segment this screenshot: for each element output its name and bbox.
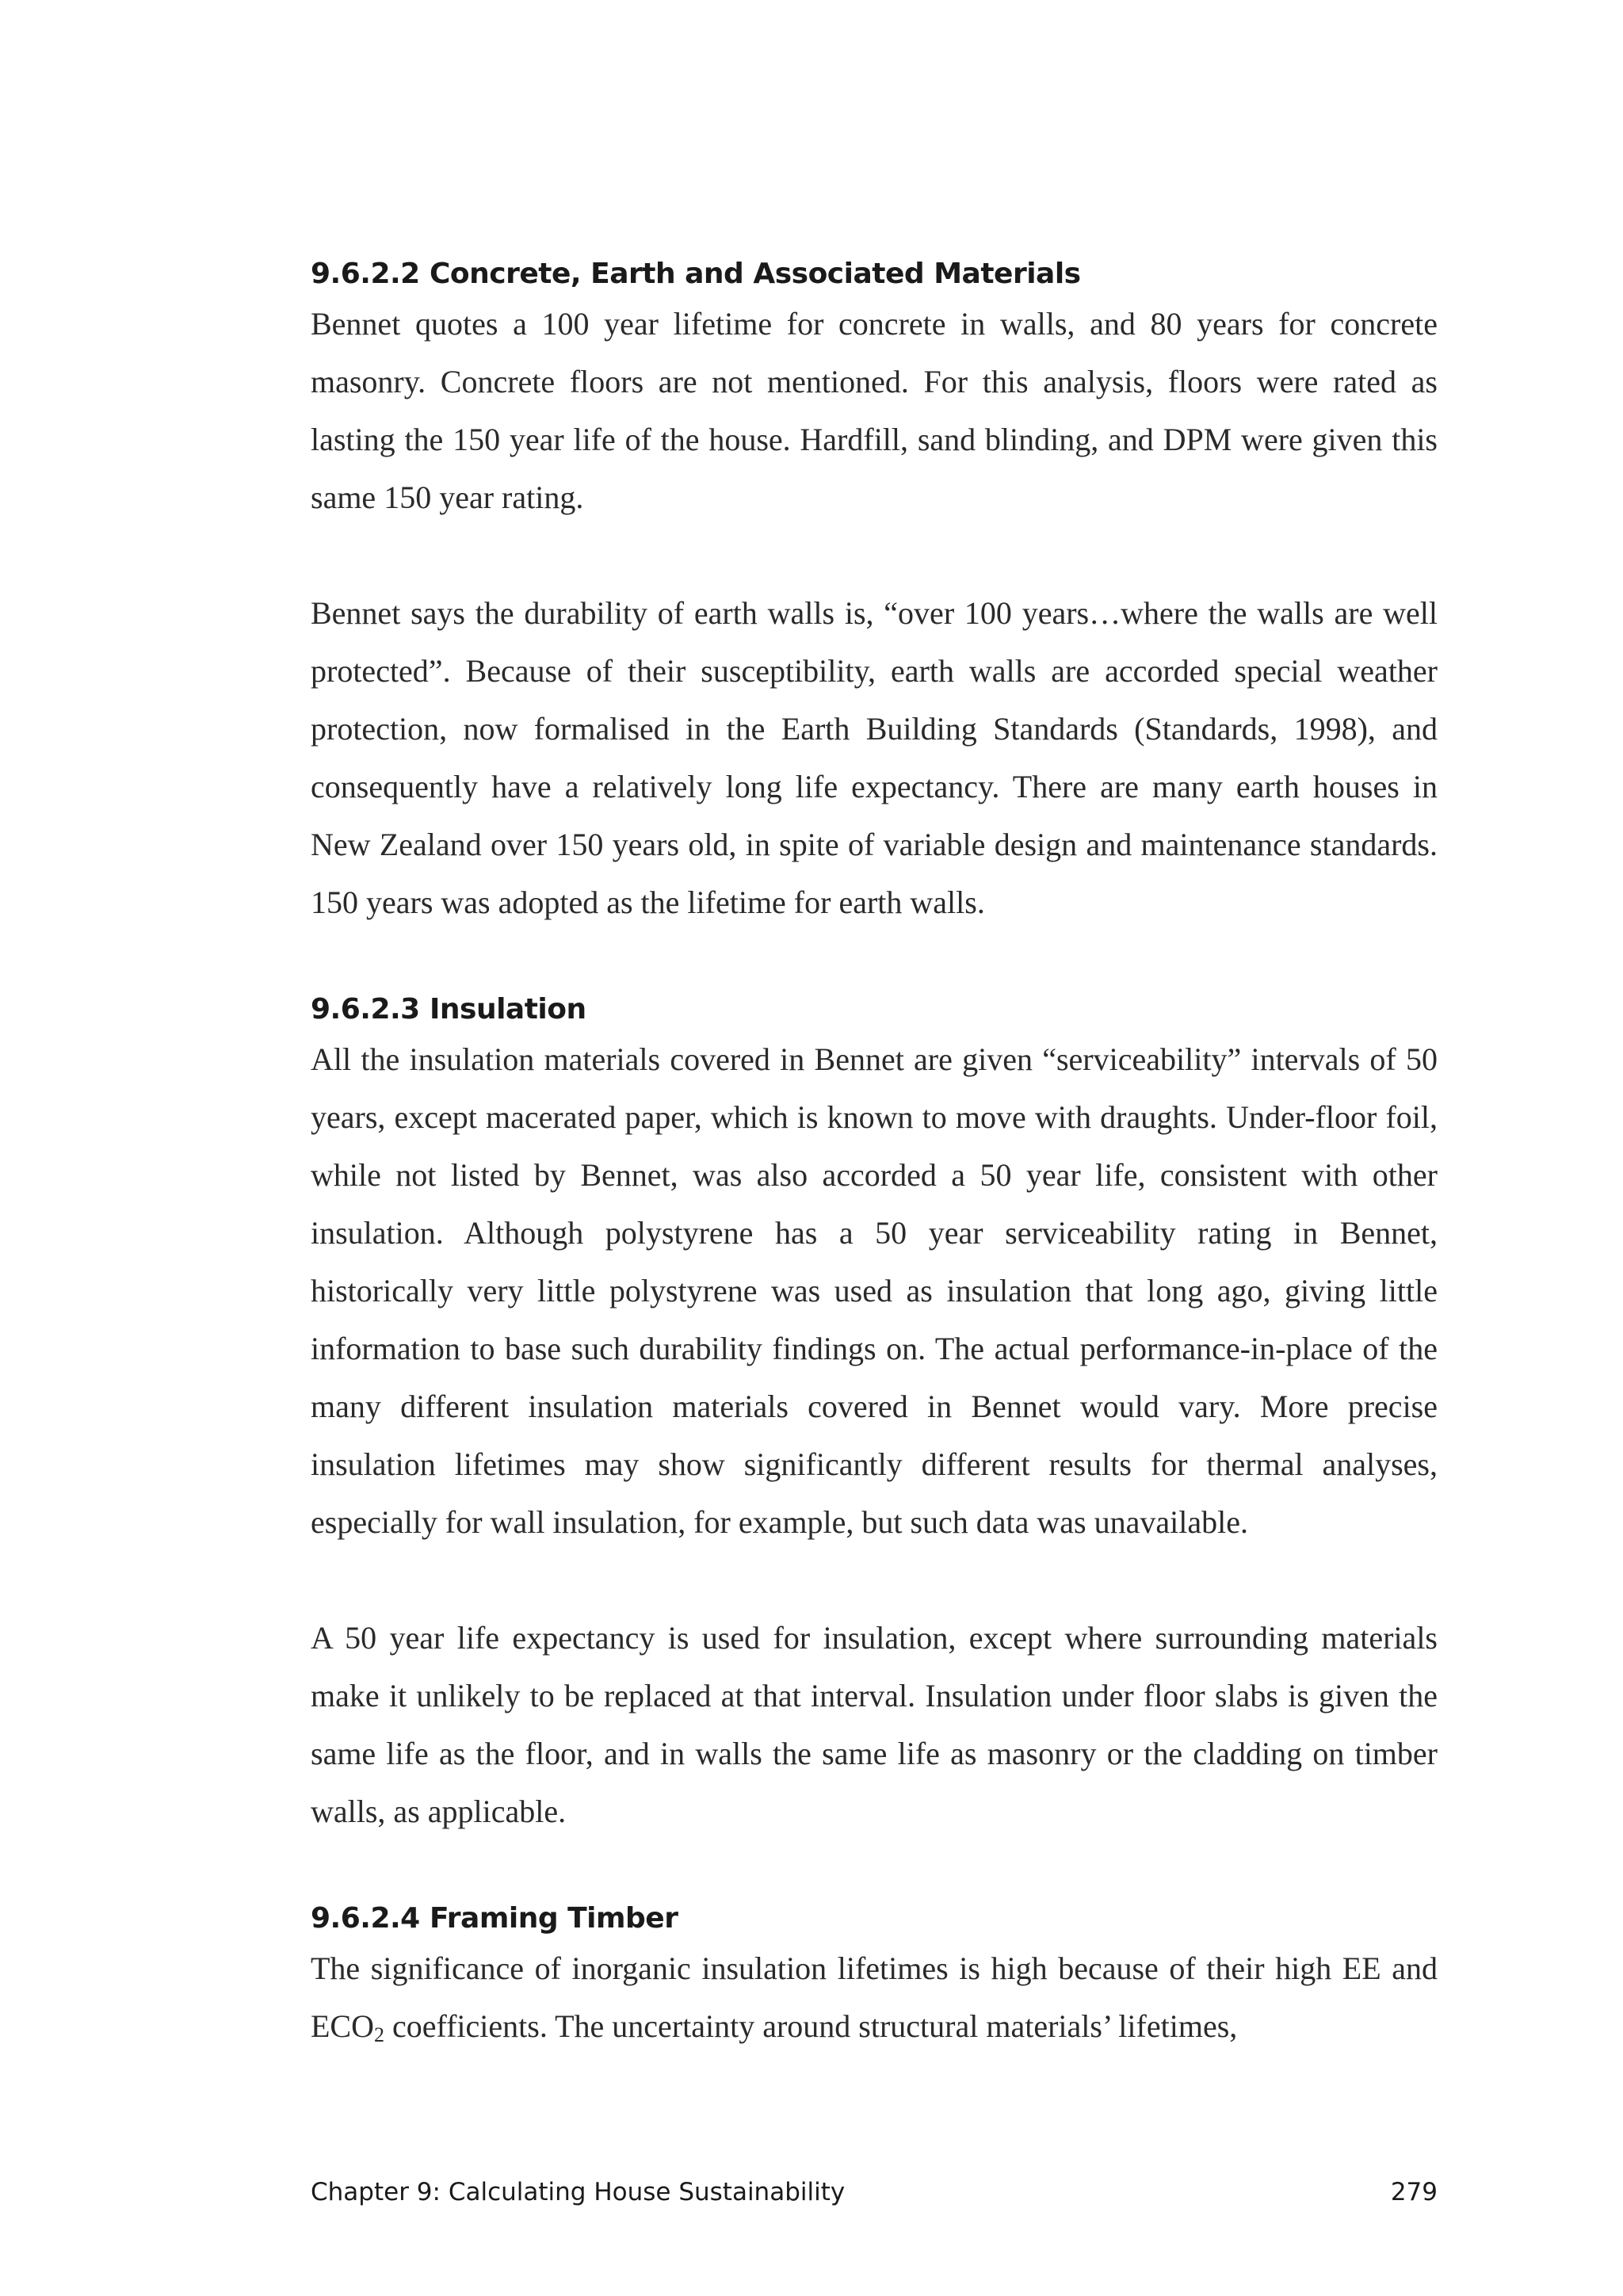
section-number: 9.6.2.3 — [311, 993, 420, 1026]
footer-page-number: 279 — [1390, 2178, 1438, 2206]
section-gap — [311, 931, 1438, 989]
section-title: Framing Timber — [430, 1902, 678, 1935]
paragraph-gap — [311, 526, 1438, 584]
subscript-two: 2 — [374, 2023, 384, 2046]
section-heading-concrete — [311, 254, 1438, 295]
paragraph-insulation-life-expectancy: A 50 year life expectancy is used for insulation, except where surrounding materials make it unlikely to be replaced at that interval. Insulation under floor slabs is given the same life as the floor, and in walls the same life as masonry or the cladding on timber walls, as applicable. — [311, 1620, 1438, 1829]
section-heading-framing-timber — [311, 1898, 1438, 1939]
text-run: coefficients. The uncertainty around structural materials’ lifetimes, — [384, 2008, 1238, 2044]
section-title: Insulation — [430, 993, 586, 1026]
footer-chapter-title: Chapter 9: Calculating House Sustainability — [311, 2178, 846, 2206]
text-run: The significance of inorganic insulation lifetimes is high because of their high EE and ECO — [311, 1950, 1438, 2044]
paragraph-framing-timber — [311, 1939, 1438, 2059]
section-number: 9.6.2.2 — [311, 258, 420, 290]
page-footer — [311, 2178, 1438, 2218]
paragraph-insulation-serviceability: All the insulation materials covered in Bennet are given “serviceability” intervals of 50 years, except macerated paper, which is known to move with draughts. Under-floor foil, while not listed by Bennet, was also accorded a 50 year life, consistent with other insulation. Although polystyrene has a 50 year serviceability rating in Bennet, historically very little polystyrene was used as insulation that long ago, giving little information to base such durability findings on. The actual performance-in-place of the many different insulation materials covered in Bennet would vary. More precise insulation lifetimes may show significantly different results for thermal analyses, especially for wall insulation, for example, but such data was unavailable. — [311, 1041, 1438, 1540]
section-heading-insulation — [311, 989, 1438, 1030]
section-title: Concrete, Earth and Associated Materials — [430, 258, 1081, 290]
paragraph-earth-walls: Bennet says the durability of earth walls is, “over 100 years…where the walls are well protected”. Because of their susceptibility, earth walls are accorded special weather protection, now formalised in the Earth Building Standards (Standards, 1998), and consequently have a relatively long life expectancy. There are many earth houses in New Zealand over 150 years old, in spite of variable design and maintenance standards. 150 years was adopted as the lifetime for earth walls. — [311, 595, 1438, 920]
paragraph-gap — [311, 1551, 1438, 1609]
section-gap — [311, 1840, 1438, 1898]
paragraph-concrete-lifetime: Bennet quotes a 100 year lifetime for concrete in walls, and 80 years for concrete masonry. Concrete floors are not mentioned. For this analysis, floors were rated as lasting the 150 year life of the house. Hardfill, sand blinding, and DPM were given this same 150 year rating. — [311, 306, 1438, 515]
section-number: 9.6.2.4 — [311, 1902, 420, 1935]
page-content — [311, 254, 1438, 2059]
